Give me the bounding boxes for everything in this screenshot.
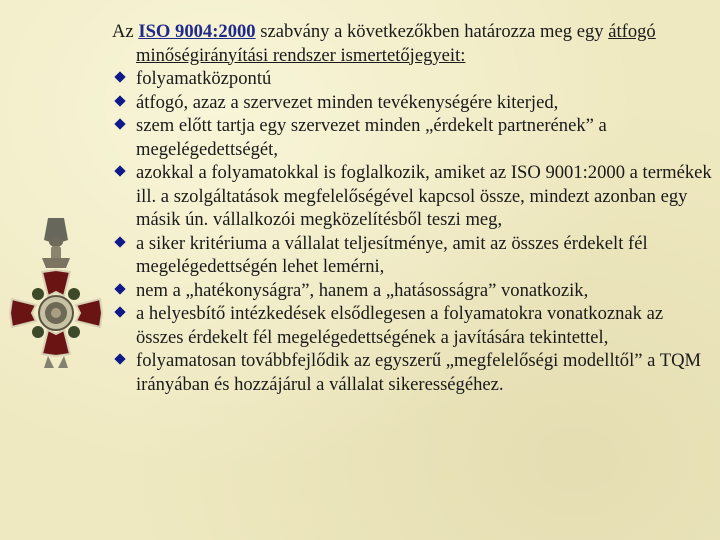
diamond-bullet-icon [114,236,125,247]
list-item [112,114,714,161]
list-item-text: átfogó, azaz a szervezet minden tevékenységére kiterjed, [136,91,559,113]
slide-content [112,20,714,396]
list-item-text: azokkal a folyamatokkal is foglalkozik, amiket az ISO 9001:2000 a termékek ill. a szolgáltatások megfelelőségével kapcsol össze, mindezt azonban egy másik ún. vállalkozói megközelítésből teszi meg, [136,162,712,230]
diamond-bullet-icon [114,353,125,364]
list-item-text: a siker kritériuma a vállalat teljesítménye, amit az összes érdekelt fél megelégedettségén lehet lemérni, [136,232,648,277]
order-cross-emblem-icon [4,218,108,368]
iso-standard-link[interactable]: ISO 9004:2000 [138,21,256,42]
diamond-bullet-icon [114,306,125,317]
list-item [112,279,714,303]
diamond-bullet-icon [114,95,125,106]
list-item [112,161,714,232]
list-item-text: szem előtt tartja egy szervezet minden „érdekelt partnerének” a megelégedettségét, [136,115,607,160]
list-item-text: folyamatközpontú [136,68,272,89]
list-item-text: nem a „hatékonyságra”, hanem a „hatásosságra” vonatkozik, [136,279,589,301]
diamond-bullet-icon [114,71,125,82]
intro-prefix: Az [112,21,139,42]
list-item-text: a helyesbítő intézkedések elsődlegesen a folyamatokra vonatkoznak az összes érdekelt fél megelégedettségének a javítására tekintettel, [136,303,664,348]
list-item-text: folyamatosan továbbfejlődik az egyszerű „megfelelőségi modelltől” a TQM irányában és hozzájárul a vállalat sikerességéhez. [136,350,702,395]
diamond-bullet-icon [114,283,125,294]
list-item [112,232,714,279]
list-item [112,67,714,91]
intro-middle: szabvány a következőkben határozza meg egy [255,21,609,42]
bullet-list [112,67,714,396]
list-item [112,349,714,396]
diamond-bullet-icon [114,165,125,176]
intro-paragraph [112,20,714,67]
list-item [112,91,714,115]
intro-underlined-text: átfogó minőségirányítási rendszer ismertetőjegyeit: [136,21,656,66]
list-item [112,302,714,349]
diamond-bullet-icon [114,118,125,129]
